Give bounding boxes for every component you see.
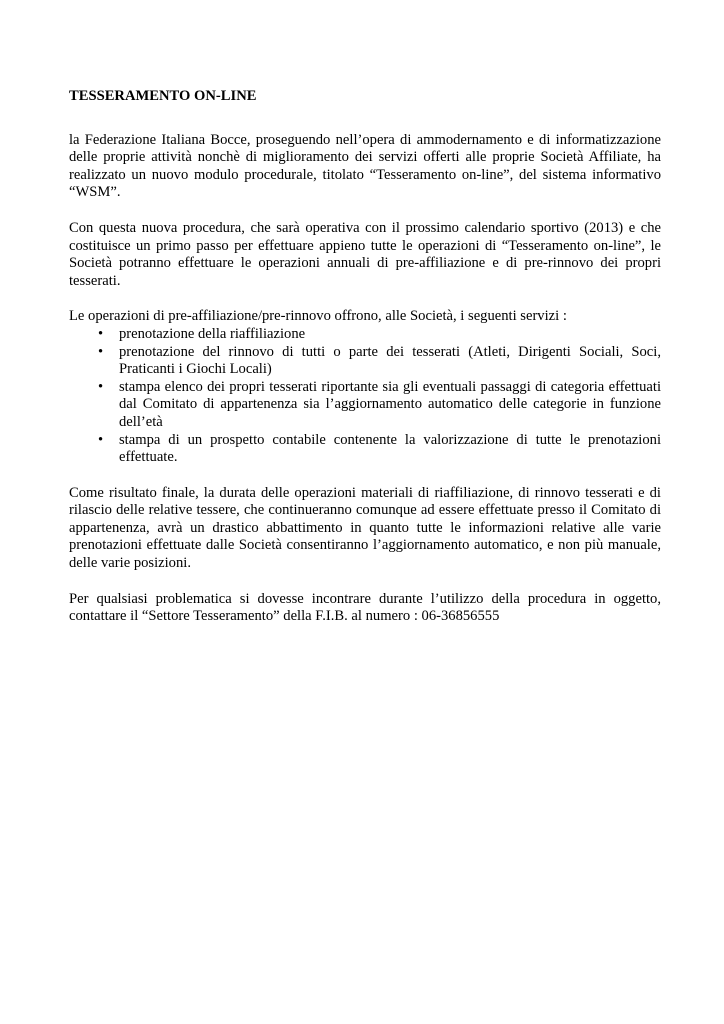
document-title: TESSERAMENTO ON-LINE xyxy=(69,88,257,104)
list-item xyxy=(69,432,661,467)
list-item xyxy=(69,379,661,432)
services-intro: Le operazioni di pre-affiliazione/pre-rinnovo offrono, alle Società, i seguenti servizi : xyxy=(69,308,567,325)
list-item xyxy=(69,326,661,344)
service-text-prospetto-contabile: stampa di un prospetto contabile contenente la valorizzazione di tutte le prenotazioni effettuate. xyxy=(119,431,661,466)
bullet-icon: • xyxy=(98,431,104,448)
bullet-icon: • xyxy=(98,343,104,360)
paragraph-final-result: Come risultato finale, la durata delle operazioni materiali di riaffiliazione, di rinnovo tesserati e di rilascio delle relative tessere, che continueranno comunque ad essere effettuate presso il Comitato di appartenenza, avrà un drastico abbattimento in quanto tutte le informazioni relative alle varie prenotazioni effettuate dalle Società consentiranno l’aggiornamento automatico, e non più manuale, delle varie posizioni. xyxy=(69,484,661,572)
bullet-icon: • xyxy=(98,378,104,395)
service-text-stampa-elenco: stampa elenco dei propri tesserati riportante sia gli eventuali passaggi di categoria effettuati dal Comitato di appartenenza sia l’aggiornamento automatico delle categorie in funzione dell’età xyxy=(119,378,661,430)
paragraph-introduction: la Federazione Italiana Bocce, proseguendo nell’opera di ammodernamento e di informatizzazione delle proprie attività nonchè di miglioramento dei servizi offerti alle proprie Società Affiliate, ha realizzato un nuovo modulo procedurale, titolato “Tesseramento on-line”, del sistema informativo “WSM”. xyxy=(69,131,661,201)
paragraph-contact: Per qualsiasi problematica si dovesse incontrare durante l’utilizzo della procedura in oggetto, contattare il “Settore Tesseramento” della F.I.B. al numero : 06-36856555 xyxy=(69,590,661,625)
service-text-riaffiliazione: prenotazione della riaffiliazione xyxy=(119,325,306,342)
bullet-icon: • xyxy=(98,325,104,342)
list-item xyxy=(69,344,661,379)
services-list xyxy=(69,326,661,467)
paragraph-new-procedure: Con questa nuova procedura, che sarà operativa con il prossimo calendario sportivo (2013) e che costituisce un primo passo per effettuare appieno tutte le operazioni di “Tesseramento on-line”, le Società potranno effettuare le operazioni annuali di pre-affiliazione e di pre-rinnovo dei propri tesserati. xyxy=(69,219,661,289)
document-body xyxy=(69,88,661,644)
service-text-rinnovo: prenotazione del rinnovo di tutti o parte dei tesserati (Atleti, Dirigenti Sociali, Soci, Praticanti i Giochi Locali) xyxy=(119,343,661,378)
